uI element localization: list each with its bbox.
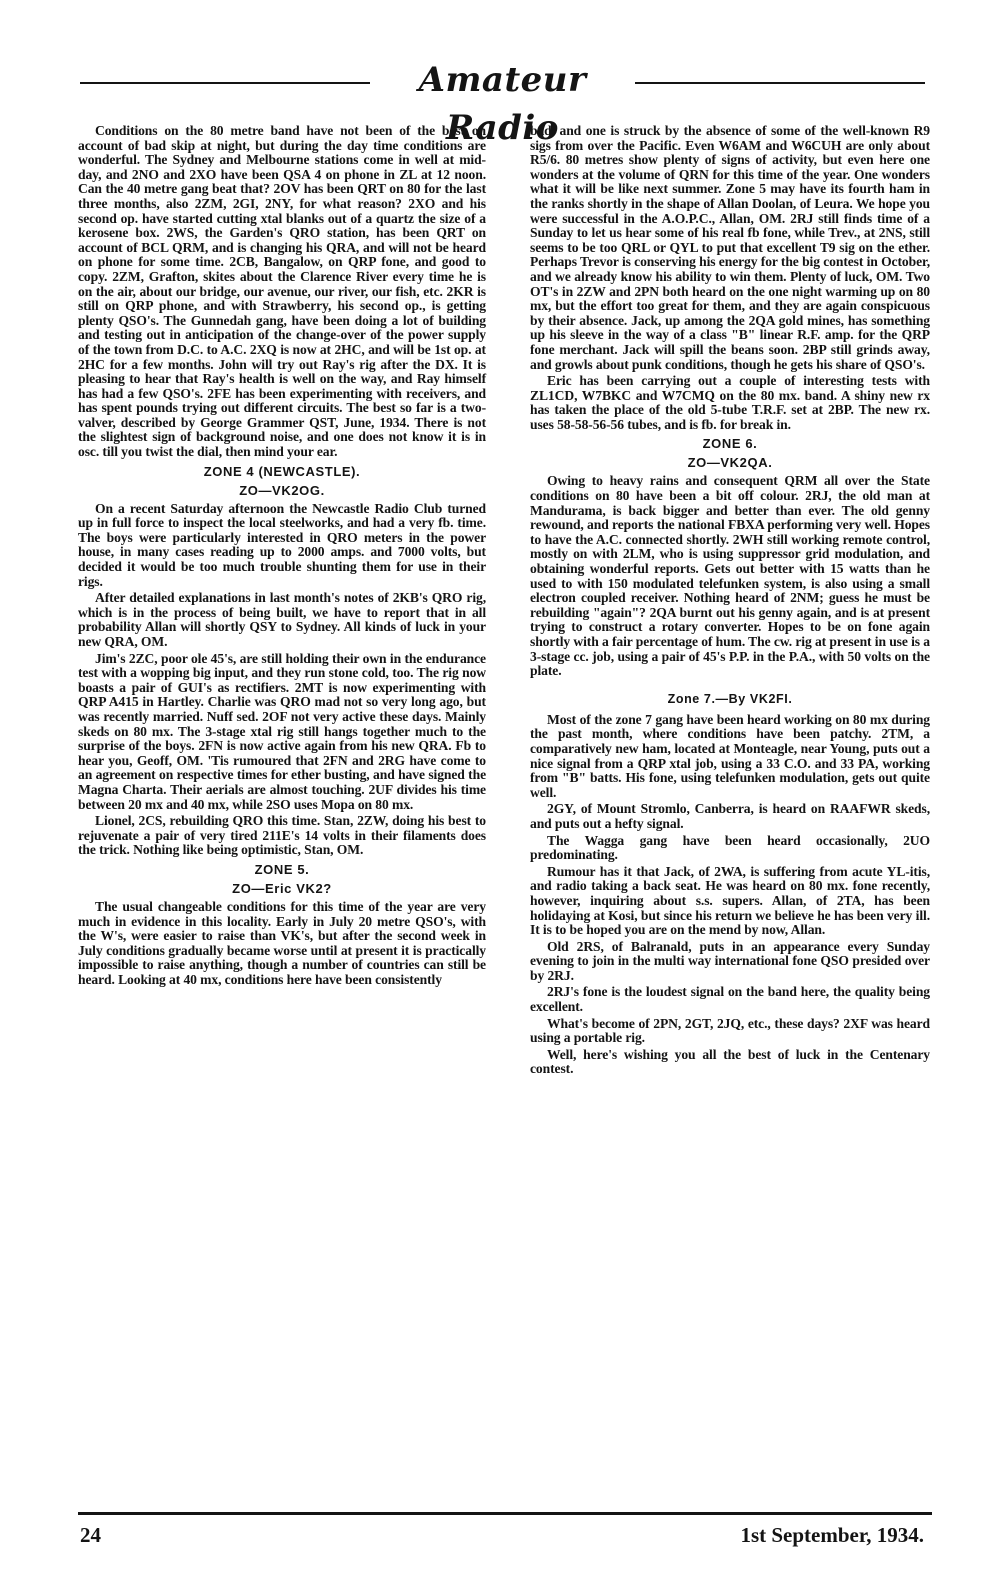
paragraph: Lionel, 2CS, rebuilding QRO this time. Stan, 2ZW, doing his best to rejuvenate a pair of very tired 211E's 14 volts in their filaments does the trick. Nothing like being optimistic, Stan, OM. <box>78 813 486 858</box>
footer-rule <box>78 1512 932 1515</box>
paragraph: After detailed explanations in last month's notes of 2KB's QRO rig, which is in the process of being built, we have to report that in all probability Allan will shortly QSY to Sydney. All kinds of luck in your new QRA, OM. <box>78 590 486 649</box>
paragraph: Owing to heavy rains and consequent QRM all over the State conditions on 80 have been a bit off colour. 2RJ, the old man at Mandurama, is back bigger and better than ever. The old genny rewound, and reports the national FBXA performing very well. Hopes to have the A.C. connected shortly. 2WH still working remote control, mostly on with 2LM, who is using suppressor grid modulation, and obtaining wonderful reports. Gets out better with 15 watts than he used to with 150 modulated telefunken system, is also using a small electron coupled receiver. Nothing heard of 2NM; guess he must be rebuilding "again"? 2QA burnt out his genny again, and is at present trying to construct a rotary converter. Hopes to be on fone again shortly with a fair percentage of hum. The cw. rig at present in use is a 3-stage cc. job, using a pair of 45's P.P. in the P.A., with 50 volts on the plate. <box>530 473 930 679</box>
section-subheading: ZO—Eric VK2? <box>232 880 332 896</box>
section-heading: Zone 7.—By VK2FI. <box>667 691 793 706</box>
section-heading: ZONE 4 (NEWCASTLE). <box>203 463 361 479</box>
masthead-rule-right <box>635 82 925 84</box>
paragraph: Eric has been carrying out a couple of interesting tests with ZL1CD, W7BKC and W7CMQ on the 80 mx. band. A shiny new rx has taken the place of the old 5-tube T.R.F. set at 2BP. The new rx. uses 58-58-56-56 tubes, and is fb. for break in. <box>530 373 930 432</box>
paragraph: 2RJ's fone is the loudest signal on the band here, the quality being excellent. <box>530 984 930 1015</box>
paragraph: Old 2RS, of Balranald, puts in an appearance every Sunday evening to join in the multi way international fone QSO presided over by 2RJ. <box>530 938 930 983</box>
paragraph: What's become of 2PN, 2GT, 2JQ, etc., these days? 2XF was heard using a portable rig. <box>530 1015 930 1046</box>
paragraph: The Wagga gang have been heard occasionally, 2UO predominating. <box>530 832 930 863</box>
section-subheading: ZO—VK2QA. <box>687 455 773 471</box>
section-heading: ZONE 5. <box>254 861 310 877</box>
paragraph: bad, and one is struck by the absence of some of the well-known R9 sigs from over the Pacific. Even W6AM and W6CUH are only about R5/6. 80 metres show plenty of signs of activity, but even here one wonders at the volume of QRN for this time of the year. One wonders what it will be like next summer. Zone 5 may have its fourth ham in the ranks shortly in the shape of Allan Doolan, of Leura. We hope you were successful in the A.O.P.C., Allan, OM. 2RJ still finds time of a Sunday to let us hear some of his real fb fone, while Trev., at 2NS, still seems to be too QRL or QYL to put that excellent T9 sig on the ether. Perhaps Trevor is conserving his energy for the big contest in October, and we already know his ability to win them. Plenty of luck, OM. Two OT's in 2ZW and 2PN both heard on the one night warming up on 80 mx, but the effort too great for them, and they are again conspicuous by their absence. Jack, up among the 2QA gold mines, has something up his sleeve in the way of a class "B" linear R.F. amp. for the QRP fone merchant. Jack will spill the beans soon. 2BP still grinds away, and growls about punk conditions, though he gets his share of QSO's. <box>530 123 930 372</box>
masthead <box>80 56 925 148</box>
page-number: 24 <box>80 1523 101 1547</box>
paragraph: Conditions on the 80 metre band have not been of the best on account of bad skip at night, but during the day time conditions are wonderful. The Sydney and Melbourne stations come in well at mid-day, and 2NO and 2XO have been QSA 4 on phone in ZL at 12 noon. Can the 40 metre gang beat that? 2OV has been QRT on 80 for the last three months, also 2ZM, 2GI, 2NY, for what reason? 2XO and his second op. have started cutting xtal blanks out of a quartz the size of a kerosene box. 2WS, the Garden's QRO station, has been QRT on account of BCL QRM, and is changing his QRA, and will not be heard on phone for some time. 2CB, Bangalow, on QRP fone, and good to copy. 2ZM, Grafton, skites about the Clarence River every time he is on the air, about our bridge, our avenue, our river, our fish, etc. 2KR is still on QRP phone, and with Strawberry, his second op., is getting plenty QSO's. The Gunnedah gang, have been doing a lot of building and testing out in anticipation of the change-over of the power supply of the town from D.C. to A.C. 2XQ is now at 2HC, and will be 1st op. at 2HC for a few months. John will try out Ray's rig after the DX. It is pleasing to hear that Ray's health is well on the way, and Ray himself has had a few QSO's. 2FE has been experimenting with receivers, and has spent pounds trying out different circuits. The best so far is a two-valver, described by George Grammer QST, June, 1934. There is not the slightest sign of background noise, and one does not know it is in osc. till you twist the dial, then mind your ear. <box>78 123 486 460</box>
masthead-title: Amateur Radio <box>418 60 587 148</box>
paragraph: Well, here's wishing you all the best of luck in the Centenary contest. <box>530 1046 930 1077</box>
paragraph: Jim's 2ZC, poor ole 45's, are still holding their own in the endurance test with a wopping big input, and they run stone cold, too. The rig now boasts a pair of GUI's as rectifiers. 2MT is now experimenting with QRP A415 in Hartley. Charlie was QRO mad not so very long ago, but was recently married. Nuff sed. 2OF not very active these days. Mainly skeds on 80 mx. The 3-stage xtal rig still hangs together much to the surprise of the boys. 2FN is now active again from his new QRA. Fb to hear you, Geoff, OM. 'Tis rumoured that 2FN and 2RG have come to an agreement on respective times for ether busting, and have signed the Magna Charta. Their aerials are almost touching. 2UF divides his time between 20 mx and 40 mx, while 2SO uses Mopa on 80 mx. <box>78 650 486 812</box>
right-column <box>530 124 930 1079</box>
paragraph: Rumour has it that Jack, of 2WA, is suffering from acute YL-itis, and radio taking a back seat. He was heard on 80 mx. fone recently, however, inquiring about s.s. supers. Allan, of 2TA, has been holidaying at Kosi, but since his return we believe he has been very ill. It is to be hoped you are on the mend by now, Allan. <box>530 863 930 938</box>
masthead-rule-left <box>80 82 370 84</box>
paragraph: 2GY, of Mount Stromlo, Canberra, is heard on RAAFWR skeds, and puts out a hefty signal. <box>530 801 930 831</box>
paragraph: The usual changeable conditions for this time of the year are very much in evidence in this locality. Early in July 20 metre QSO's, with the W's, were easier to raise than VK's, but after the second week in July conditions gradually became worse until at present it is practically impossible to raise anything, though a number of countries can still be heard. Looking at 40 mx, conditions here have been consistently <box>78 898 486 987</box>
left-column <box>78 124 486 989</box>
issue-date: 1st September, 1934. <box>740 1523 924 1547</box>
paragraph: On a recent Saturday afternoon the Newcastle Radio Club turned up in full force to inspect the local steelworks, and had a very fb. time. The boys were particularly interested in QRO meters in the power house, in many cases reading up to 2000 amps. and 7000 volts, but decided it would be too much trouble shunting them for use in their rigs. <box>78 500 486 589</box>
section-subheading: ZO—VK2OG. <box>239 482 325 498</box>
section-heading: ZONE 6. <box>702 436 758 452</box>
paragraph: Most of the zone 7 gang have been heard working on 80 mx during the past month, where conditions have been patchy. 2TM, a comparatively new ham, located at Monteagle, near Young, puts out a nice signal from a QRP xtal job, using a 33 C.O. and 33 PA, working from "B" batts. His fone, using telefunken modulation, gets out quite well. <box>530 711 930 800</box>
